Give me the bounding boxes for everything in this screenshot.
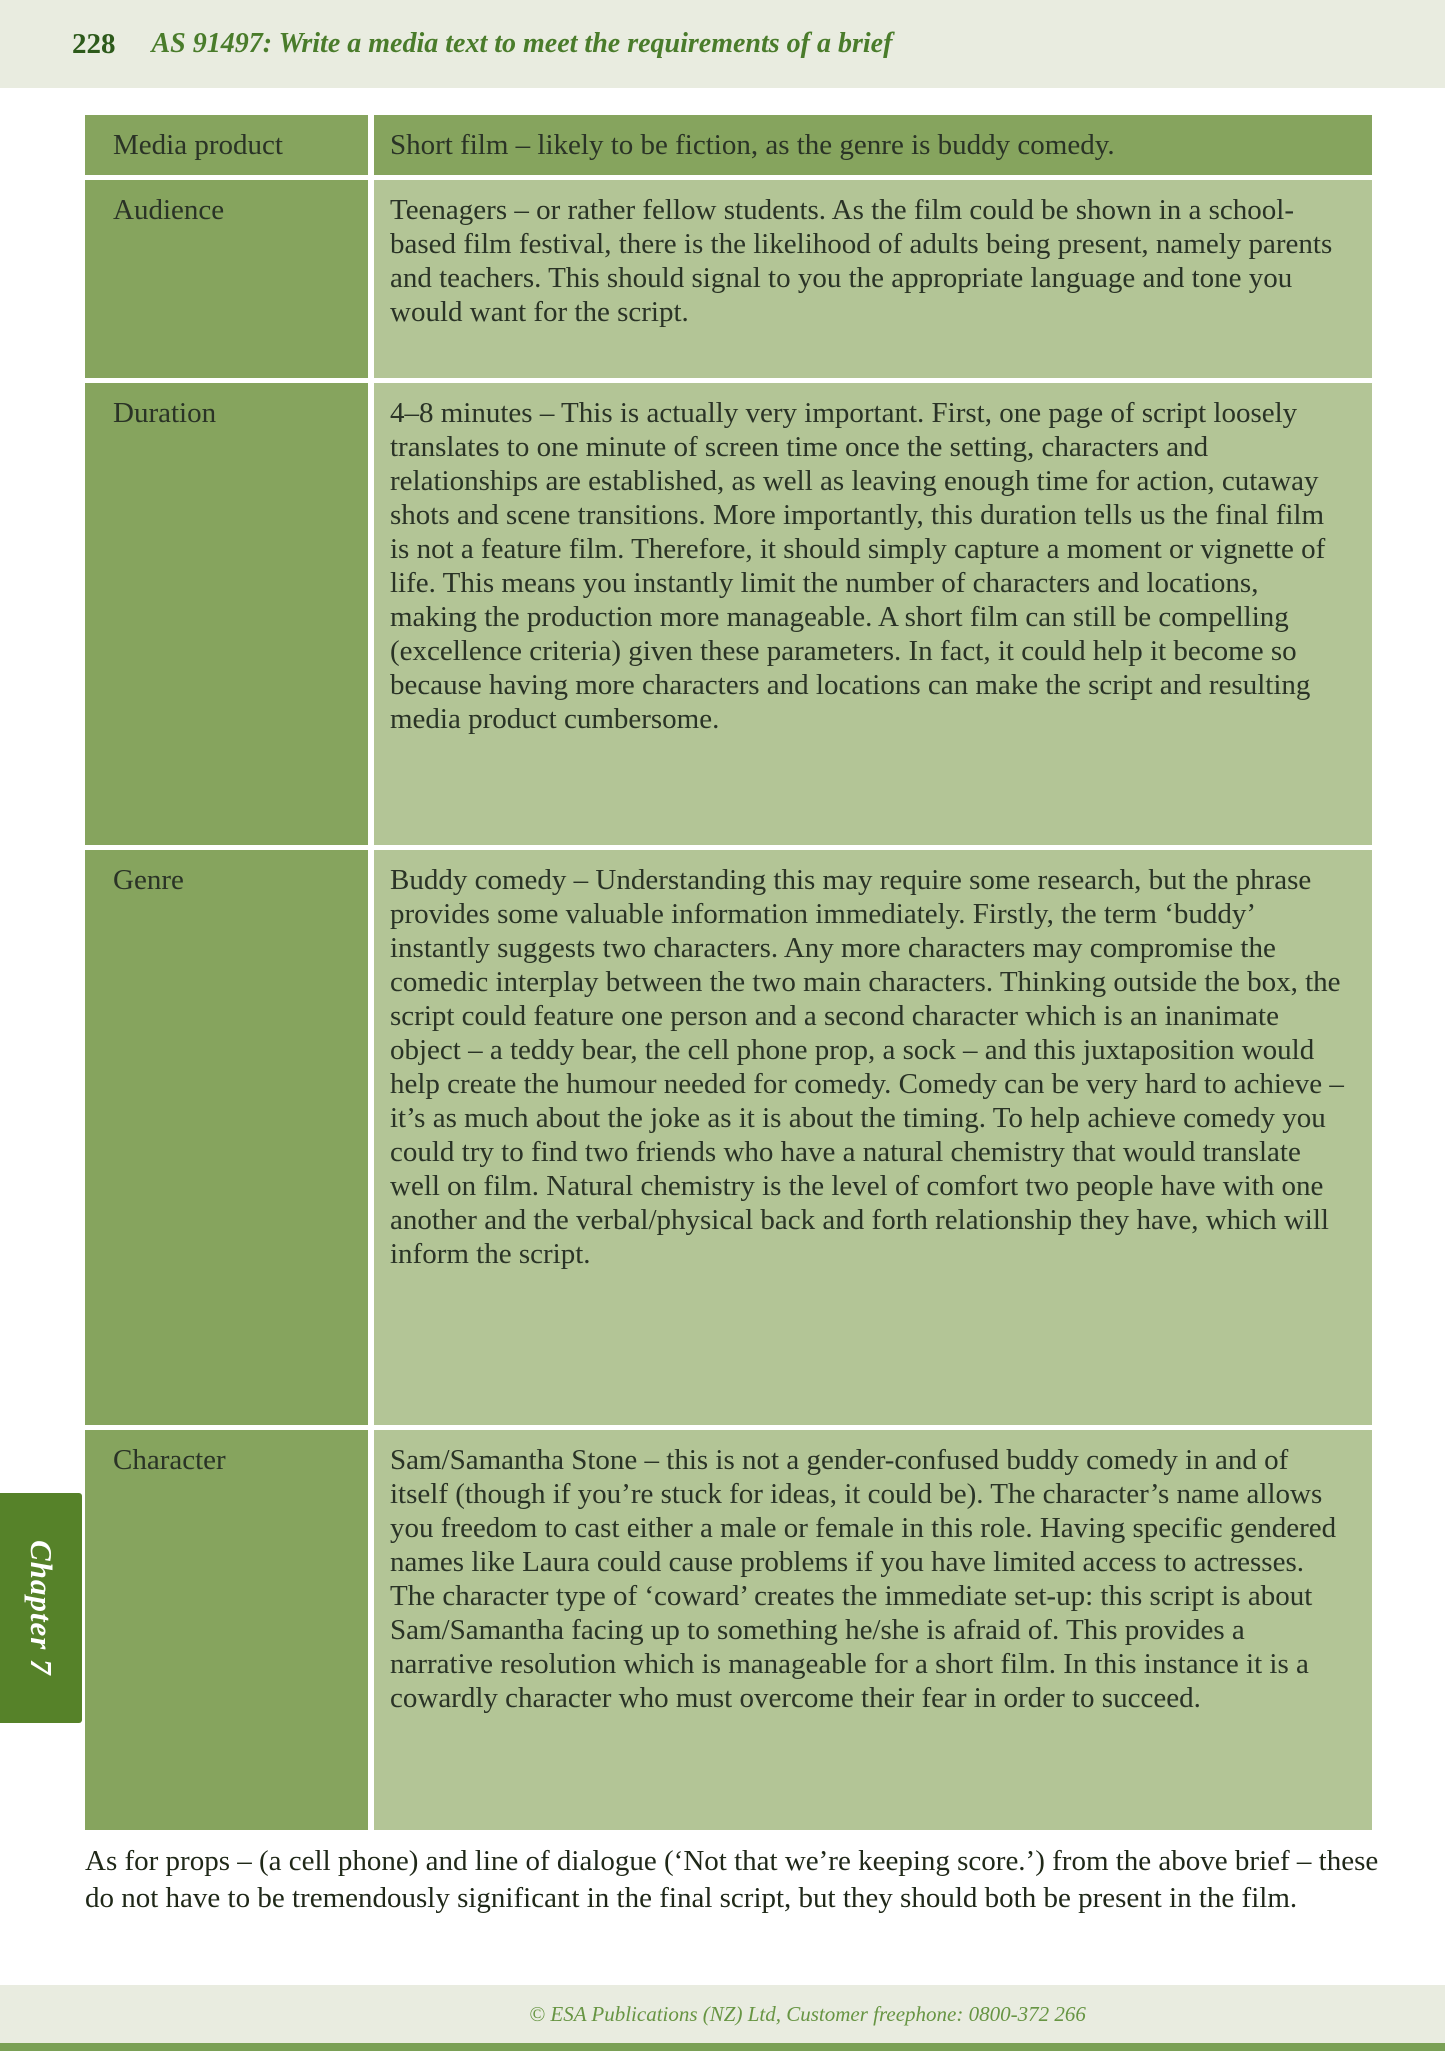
- table-row-character: [85, 1430, 1372, 1830]
- header-title: AS 91497: Write a media text to meet the requirements of a brief: [151, 28, 893, 59]
- chapter-tab-label: Chapter 7: [24, 1540, 59, 1676]
- brief-table: [85, 115, 1372, 1830]
- row-value-audience: Teenagers – or rather fellow students. As the film could be shown in a school-based film festival, there is the likelihood of adults being present, namely parents and teachers. This should signal to you the appropriate language and tone you would want for the script.: [374, 180, 1372, 378]
- row-value-character: Sam/Samantha Stone – this is not a gender-confused buddy comedy in and of itself (though if you’re stuck for ideas, it could be). The character’s name allows you freedom to cast either a male or female in this role. Having specific gendered names like Laura could cause problems if you have limited access to actresses. The character type of ‘coward’ creates the immediate set-up: this script is about Sam/Samantha facing up to something he/she is afraid of. This provides a narrative resolution which is manageable for a short film. In this instance it is a cowardly character who must overcome their fear in order to succeed.: [374, 1430, 1372, 1830]
- row-value-media-product: Short film – likely to be fiction, as the genre is buddy comedy.: [374, 115, 1372, 175]
- table-row-media-product: [85, 115, 1372, 175]
- row-label-audience: Audience: [85, 180, 368, 378]
- page-footer: [0, 1985, 1445, 2043]
- table-row-audience: [85, 180, 1372, 378]
- row-label-genre: Genre: [85, 850, 368, 1425]
- row-label-character: Character: [85, 1430, 368, 1830]
- page-header: [0, 0, 1445, 88]
- row-label-media-product: Media product: [85, 115, 368, 175]
- chapter-tab: [0, 1493, 82, 1723]
- row-value-genre: Buddy comedy – Understanding this may require some research, but the phrase provides some valuable information immediately. Firstly, the term ‘buddy’ instantly suggests two characters. Any more characters may compromise the comedic interplay between the two main characters. Thinking outside the box, the script could feature one person and a second character which is an inanimate object – a teddy bear, the cell phone prop, a sock – and this juxtaposition would help create the humour needed for comedy. Comedy can be very hard to achieve – it’s as much about the joke as it is about the timing. To help achieve comedy you could try to find two friends who have a natural chemistry that would translate well on film. Natural chemistry is the level of comfort two people have with one another and the verbal/physical back and forth relationship they have, which will inform the script.: [374, 850, 1372, 1425]
- table-row-genre: [85, 850, 1372, 1425]
- page-number: 228: [72, 27, 116, 60]
- closing-paragraph: As for props – (a cell phone) and line of dialogue (‘Not that we’re keeping score.’) from the above brief – these do not have to be tremendously significant in the final script, but they should both be present in the film.: [85, 1845, 1379, 1914]
- footer-copyright-text: © ESA Publications (NZ) Ltd, Customer freephone: 0800-372 266: [529, 2001, 1086, 2026]
- table-row-duration: [85, 383, 1372, 845]
- bottom-accent-bar: [0, 2043, 1445, 2051]
- row-value-duration: 4–8 minutes – This is actually very important. First, one page of script loosely translates to one minute of screen time once the setting, characters and relationships are established, as well as leaving enough time for action, cutaway shots and scene transitions. More importantly, this duration tells us the final film is not a feature film. Therefore, it should simply capture a moment or vignette of life. This means you instantly limit the number of characters and locations, making the production more manageable. A short film can still be compelling (excellence criteria) given these parameters. In fact, it could help it become so because having more characters and locations can make the script and resulting media product cumbersome.: [374, 383, 1372, 845]
- row-label-duration: Duration: [85, 383, 368, 845]
